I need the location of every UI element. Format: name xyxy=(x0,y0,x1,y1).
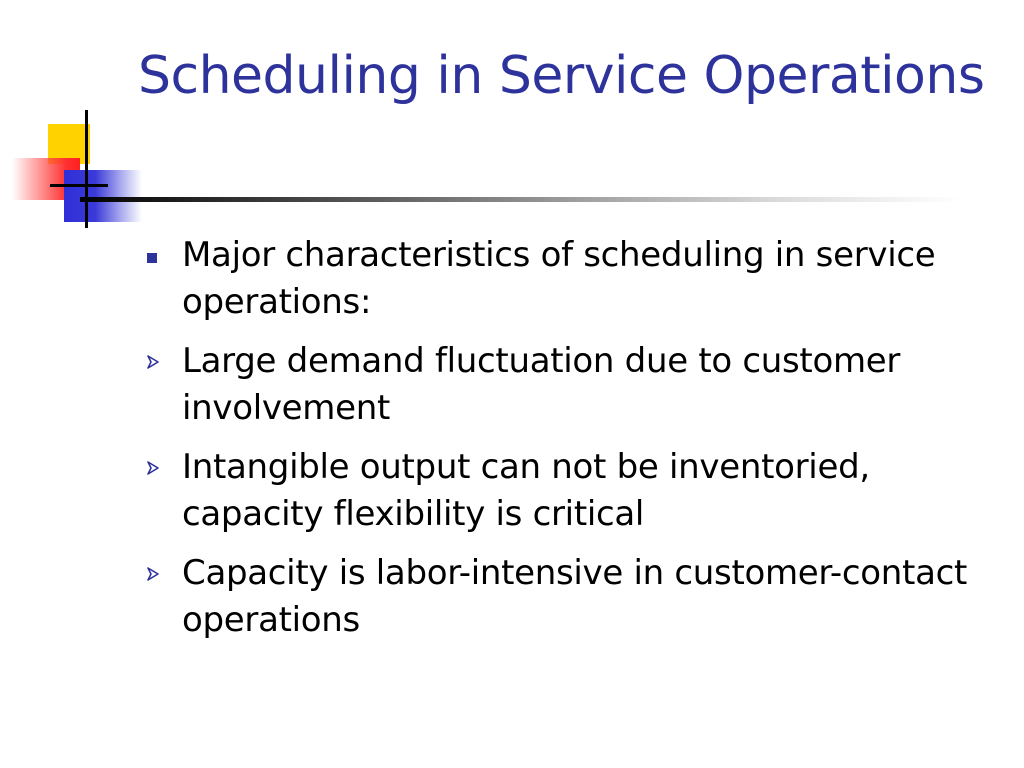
logo-vertical-line xyxy=(85,110,88,228)
square-bullet-icon xyxy=(147,253,157,263)
arrow-bullet-icon xyxy=(144,565,162,583)
slide-title: Scheduling in Service Operations xyxy=(138,46,985,106)
bullet-list xyxy=(138,232,998,656)
bullet-text: Large demand fluctuation due to customer involvement xyxy=(182,341,901,428)
logo-decoration xyxy=(0,100,160,240)
bullet-item xyxy=(138,444,998,538)
title-underline xyxy=(80,197,960,202)
arrow-bullet-icon xyxy=(144,459,162,477)
bullet-item xyxy=(138,232,998,326)
bullet-text: Capacity is labor-intensive in customer-contact operations xyxy=(182,553,968,640)
bullet-text: Intangible output can not be inventoried, capacity flexibility is critical xyxy=(182,447,870,534)
bullet-item xyxy=(138,338,998,432)
bullet-text: Major characteristics of scheduling in service operations: xyxy=(182,235,936,322)
arrow-bullet-icon xyxy=(144,353,162,371)
logo-blue-square xyxy=(64,170,142,222)
logo-horizontal-line xyxy=(50,184,108,187)
bullet-item xyxy=(138,550,998,644)
